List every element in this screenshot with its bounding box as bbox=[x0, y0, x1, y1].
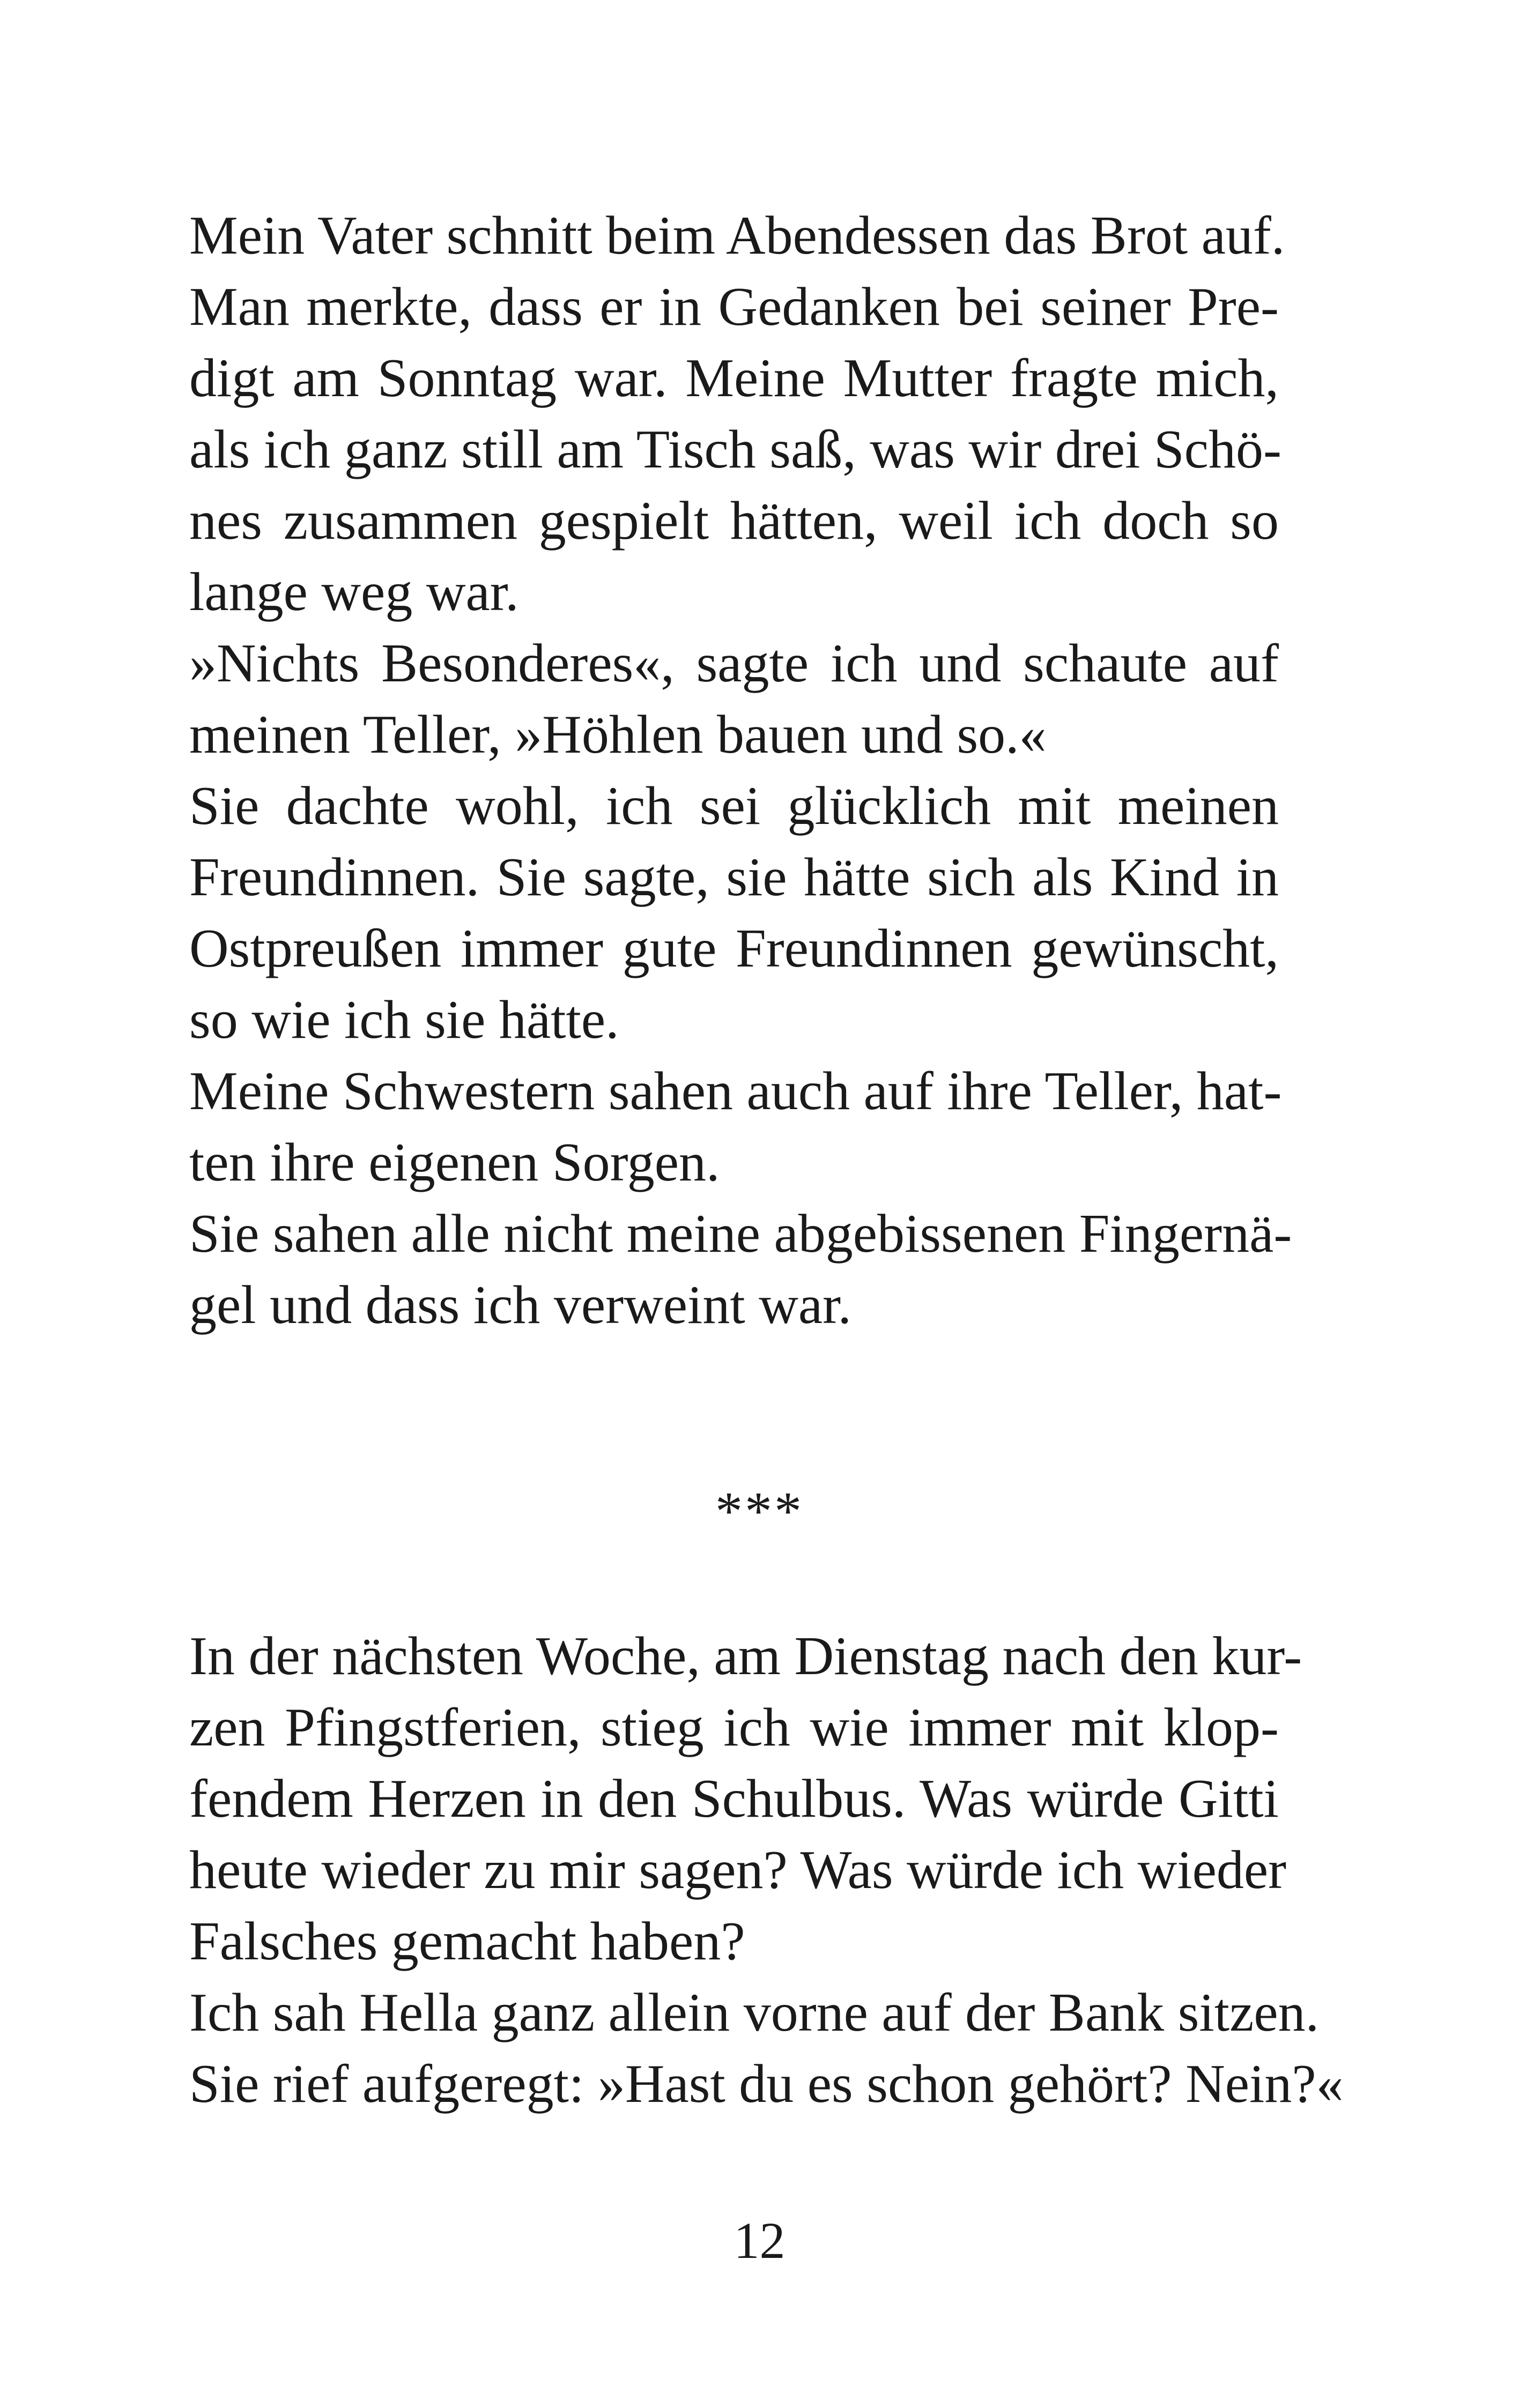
page-number: 12 bbox=[733, 2212, 786, 2269]
text-line: Sie rief aufgeregt: »Hast du es schon gehört? Nein?« bbox=[189, 2054, 1344, 2114]
text-line: Freundinnen. Sie sagte, sie hätte sich als Kind in bbox=[189, 847, 1279, 908]
text-line: Meine Schwestern sahen auch auf ihre Teller, hat- bbox=[189, 1061, 1282, 1121]
text-line: Falsches gemacht haben? bbox=[189, 1911, 745, 1972]
text-line: Ostpreußen immer gute Freundinnen gewünscht, bbox=[189, 918, 1279, 979]
text-line: Sie dachte wohl, ich sei glücklich mit meinen bbox=[189, 776, 1279, 836]
text-line: Mein Vater schnitt beim Abendessen das Brot auf. bbox=[189, 205, 1285, 266]
text-line: In der nächsten Woche, am Dienstag nach den kur- bbox=[189, 1626, 1302, 1686]
text-line: gel und dass ich verweint war. bbox=[189, 1275, 852, 1335]
text-line: heute wieder zu mir sagen? Was würde ich wieder bbox=[189, 1840, 1287, 1900]
text-line: lange weg war. bbox=[189, 562, 519, 622]
text-line: als ich ganz still am Tisch saß, was wir drei Schö- bbox=[189, 419, 1281, 480]
text-line: nes zusammen gespielt hätten, weil ich doch so bbox=[189, 490, 1279, 551]
text-line: Man merkte, dass er in Gedanken bei seiner Pre- bbox=[189, 277, 1279, 337]
text-line: so wie ich sie hätte. bbox=[189, 990, 619, 1050]
text-line: meinen Teller, »Höhlen bauen und so.« bbox=[189, 704, 1047, 765]
text-line: fendem Herzen in den Schulbus. Was würde Gitti bbox=[189, 1768, 1279, 1829]
text-line: Ich sah Hella ganz allein vorne auf der Bank sitzen. bbox=[189, 1982, 1320, 2043]
text-line: zen Pfingstferien, stieg ich wie immer mit klop- bbox=[189, 1697, 1279, 1758]
section-separator: *** bbox=[715, 1481, 804, 1542]
text-line: »Nichts Besonderes«, sagte ich und schaute auf bbox=[189, 633, 1279, 694]
text-line: Sie sahen alle nicht meine abgebissenen Fingernä- bbox=[189, 1203, 1292, 1264]
text-line: digt am Sonntag war. Meine Mutter fragte mich, bbox=[189, 348, 1279, 408]
text-line: ten ihre eigenen Sorgen. bbox=[189, 1132, 720, 1193]
